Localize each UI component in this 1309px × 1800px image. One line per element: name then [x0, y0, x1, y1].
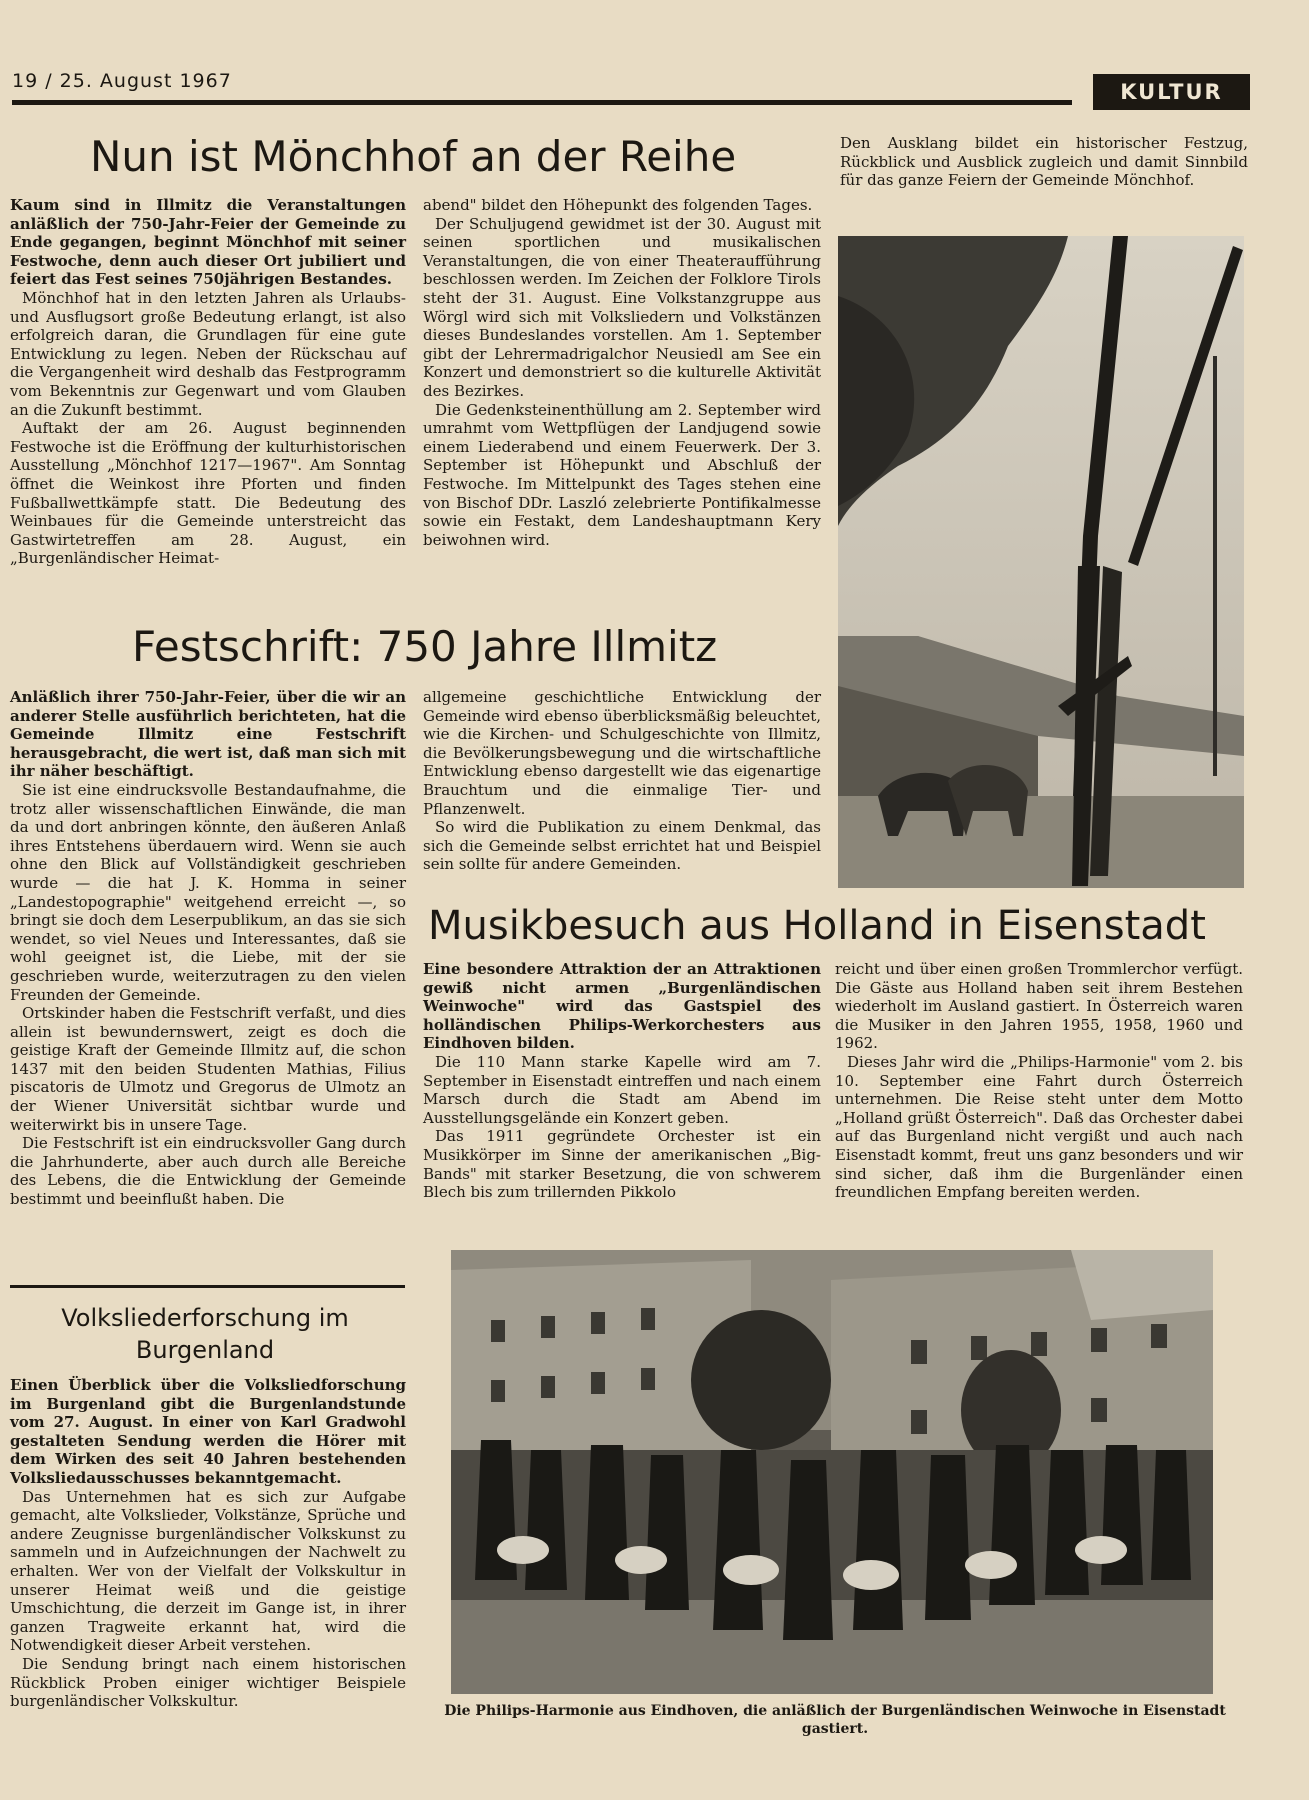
photo-caption: Die Philips-Harmonie aus Eindhoven, die anläßlich der Burgenländischen Weinwoche in Eisenstadt gastiert. — [444, 1703, 1226, 1737]
article1-lead: Kaum sind in Illmitz die Veranstaltungen anläßlich der 750-Jahr-Feier der Gemeinde zu Ende gegangen, beginnt Mönchhof mit seiner Festwoche, denn auch dieser Ort jubiliert und feiert das Fest seines 750jährigen Bestandes. — [10, 196, 406, 289]
header-rule — [12, 100, 1072, 105]
photo-philips-harmonie-image — [451, 1250, 1213, 1694]
article2-paragraph: Sie ist eine eindrucksvolle Bestandaufnahme, die trotz aller wissenschaftlichen Einwände, die man da und dort anbringen könnte, den äußeren Anlaß ihres Entstehens überdauern wird. Wenn sie auch ohne den Blick auf Vollständigkeit geschrieben wurde — die hat J. K. Homma in seiner „Landestopographie" weitgehend erreicht —, so bringt sie doch dem Leserpublikum, an das sie sich wendet, so viel Neues und Interessantes, daß sie wohl geeignet ist, die Liebe, mit der sie geschrieben wurde, weiterzutragen zu den vielen Freunden der Gemeinde. — [10, 780, 406, 1004]
article1-paragraph: Den Ausklang bildet ein historischer Festzug, Rückblick und Ausblick zugleich und damit Sinnbild für das ganze Feiern der Gemeinde Mönchhof. — [840, 134, 1248, 190]
article1-column-1 — [10, 196, 406, 568]
article2-column-1 — [10, 688, 406, 1209]
article1-column-2 — [423, 196, 821, 549]
headline-moenchhof: Nun ist Mönchhof an der Reihe — [90, 132, 737, 181]
photo-well-sweep — [838, 236, 1244, 888]
article3-paragraph: Die 110 Mann starke Kapelle wird am 7. September in Eisenstadt eintreffen und nach einem Marsch durch die Stadt am Abend im Ausstellungsgelände ein Konzert geben. — [423, 1052, 821, 1127]
article4-paragraph: Das Unternehmen hat es sich zur Aufgabe gemacht, alte Volkslieder, Volkstänze, Sprüche und andere Zeugnisse burgenländischer Volkskunst zu sammeln und in Aufzeichnungen der Nachwelt zu erhalten. Wer von der Vielfalt der Volkskultur in unserer Heimat weiß und die geistige Umschichtung, die derzeit im Gange ist, in ihrer ganzen Tragweite erkannt hat, wird die Notwendigkeit dieser Arbeit verstehen. — [10, 1487, 406, 1655]
article2-paragraph: allgemeine geschichtliche Entwicklung der Gemeinde wird ebenso überblicksmäßig beleuchtet, wie die Kirchen- und Schulgeschichte von Illmitz, die Bevölkerungsbewegung und die wirtschaftliche Entwicklung ebenso dargestellt wie das eigenartige Brauchtum und die einmalige Tier- und Pflanzenwelt. — [423, 688, 821, 818]
article1-paragraph: Auftakt der am 26. August beginnenden Festwoche ist die Eröffnung der kulturhistorischen Ausstellung „Mönchhof 1217—1967". Am Sonntag öffnet die Weinkost ihre Pforten und finden Fußballwettkämpfe statt. Die Bedeutung des Weinbaues für die Gemeinde unterstreicht das Gastwirtetreffen am 28. August, ein „Burgenländischer Heimat- — [10, 419, 406, 568]
article1-paragraph: Die Gedenksteinenthüllung am 2. September wird umrahmt vom Wettpflügen der Landjugend sowie einem Liederabend und einem Feuerwerk. Der 3. September ist Höhepunkt und Abschluß der Festwoche. Im Mittelpunkt des Tages stehen eine von Bischof DDr. Laszló zelebrierte Pontifikalmesse sowie ein Festakt, dem Landeshauptmann Kery beiwohnen wird. — [423, 400, 821, 549]
page-number-date: 19 / 25. August 1967 — [12, 70, 232, 92]
article3-column-2 — [835, 960, 1243, 1202]
column-divider-rule — [10, 1285, 405, 1288]
article2-paragraph: Ortskinder haben die Festschrift verfaßt, und dies allein ist bewundernswert, zeigt es doch die geistige Kraft der Gemeinde Illmitz auf, die schon 1437 mit den beiden Studenten Mathias, Filius piscatoris de Ulmotz und Gregorus de Ulmotz an der Wiener Universität sichtbar wurde und weiterwirkt bis in unsere Tage. — [10, 1004, 406, 1134]
headline-festschrift: Festschrift: 750 Jahre Illmitz — [132, 622, 718, 671]
headline-volksliederforschung: Volksliederforschung im Burgenland — [61, 1304, 349, 1364]
photo-philips-harmonie — [451, 1250, 1213, 1694]
article4-lead: Einen Überblick über die Volksliedforschung im Burgenland gibt die Burgenlandstunde vom 27. August. In einer von Karl Gradwohl gestalteten Sendung werden die Hörer mit dem Wirken des seit 40 Jahren bestehenden Volksliedausschusses bekanntgemacht. — [10, 1376, 406, 1487]
article1-column-3 — [840, 134, 1248, 190]
article2-paragraph: Die Festschrift ist ein eindrucksvoller Gang durch die Jahrhunderte, aber auch durch alle Bereiche des Lebens, die die Entwicklung der Gemeinde bestimmt und beeinflußt haben. Die — [10, 1134, 406, 1209]
article4-column-1 — [10, 1376, 406, 1711]
article3-lead: Eine besondere Attraktion der an Attraktionen gewiß nicht armen „Burgenländischen Weinwoche" wird das Gastspiel des holländischen Philips-Werkorchesters aus Eindhoven bilden. — [423, 960, 821, 1053]
section-tag: KULTUR — [1093, 74, 1250, 110]
article2-column-2 — [423, 688, 821, 874]
photo-well-sweep-image — [838, 236, 1244, 888]
article4-paragraph: Die Sendung bringt nach einem historischen Rückblick Proben einiger wichtiger Beispiele burgenländischer Volkskultur. — [10, 1654, 406, 1711]
article3-paragraph: reicht und über einen großen Trommlerchor verfügt. Die Gäste aus Holland haben seit ihrem Bestehen wiederholt im Ausland gastiert. In Österreich waren die Musiker in den Jahren 1955, 1958, 1960 und 1962. — [835, 960, 1243, 1053]
article3-paragraph: Das 1911 gegründete Orchester ist ein Musikkörper im Sinne der amerikanischen „Big-Bands" mit starker Besetzung, die von schwerem Blech bis zum trillernden Pikkolo — [423, 1127, 821, 1202]
article1-paragraph: abend" bildet den Höhepunkt des folgenden Tages. — [423, 196, 813, 214]
article2-paragraph: So wird die Publikation zu einem Denkmal, das sich die Gemeinde selbst errichtet hat und Beispiel sein sollte für andere Gemeinden. — [423, 818, 821, 874]
article3-column-1 — [423, 960, 821, 1202]
article1-paragraph: Mönchhof hat in den letzten Jahren als Urlaubs- und Ausflugsort große Bedeutung erlangt, ist also erfolgreich daran, die Grundlagen für eine gute Entwicklung zu legen. Neben der Rückschau auf die Vergangenheit wird deshalb das Festprogramm vom Bekenntnis zur Gegenwart und vom Glauben an die Zukunft bestimmt. — [10, 288, 406, 419]
article1-paragraph: Der Schuljugend gewidmet ist der 30. August mit seinen sportlichen und musikalischen Veranstaltungen, die von einer Theateraufführung beschlossen werden. Im Zeichen der Folklore Tirols steht der 31. August. Eine Volkstanzgruppe aus Wörgl wird sich mit Volksliedern und Volkstänzen dieses Bundeslandes vorstellen. Am 1. September gibt der Lehrermadrigalchor Neusiedl am See ein Konzert und demonstriert so die kulturelle Aktivität des Bezirkes. — [423, 214, 821, 400]
article2-lead: Anläßlich ihrer 750-Jahr-Feier, über die wir an anderer Stelle ausführlich berichteten, hat die Gemeinde Illmitz eine Festschrift herausgebracht, die wert ist, daß man sich mit ihr näher beschäftigt. — [10, 688, 406, 781]
headline-musikbesuch: Musikbesuch aus Holland in Eisenstadt — [428, 903, 1206, 949]
article3-paragraph: Dieses Jahr wird die „Philips-Harmonie" vom 2. bis 10. September eine Fahrt durch Österreich unternehmen. Die Reise steht unter dem Motto „Holland grüßt Österreich". Daß das Orchester dabei auf das Burgenland nicht vergißt und auch nach Eisenstadt kommt, freut uns ganz besonders und wir sind sicher, daß ihm die Burgenländer einen freundlichen Empfang bereiten werden. — [835, 1052, 1243, 1202]
